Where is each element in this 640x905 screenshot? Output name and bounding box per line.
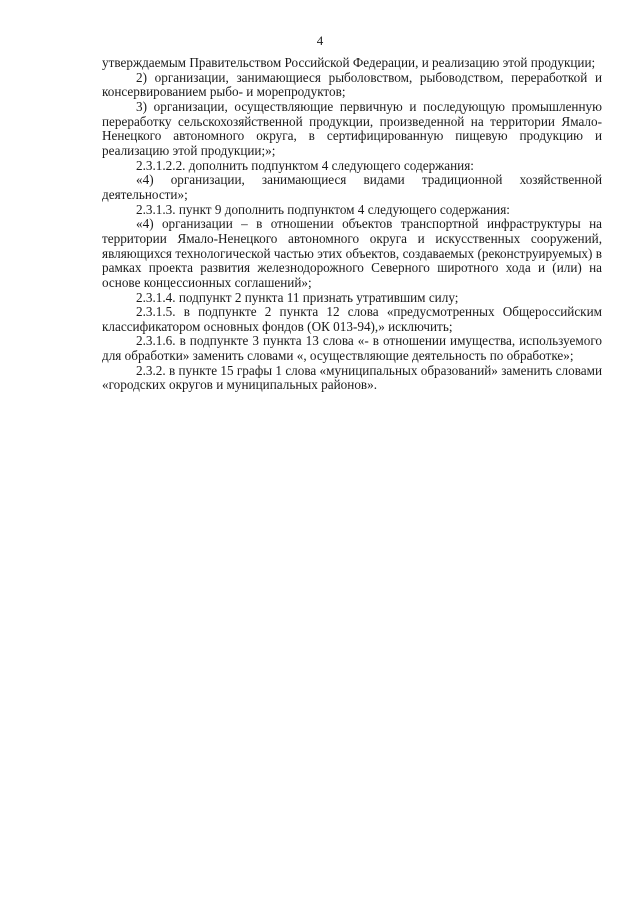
paragraph-2-3-1-5: 2.3.1.5. в подпункте 2 пункта 12 слова «предусмотренных Общероссийским классификатором основных фондов (ОК 013-94),» исключить;	[102, 304, 602, 334]
page-number: 4	[316, 33, 324, 48]
paragraph-item-3-processing: 3) организации, осуществляющие первичную и последующую промышленную переработку сельскохозяйственной продукции, произведенной на территории Ямало-Ненецкого автономного округа, в сертифицированную пищевую продукцию и реализацию этой продукции;»;	[102, 98, 602, 158]
paragraph-item-2-fisheries: 2) организации, занимающиеся рыболовством, рыбоводством, переработкой и консервированием рыбо- и морепродуктов;	[102, 69, 602, 100]
paragraph-quote-item-4-transport: «4) организации – в отношении объектов транспортной инфраструктуры на территории Ямало-Ненецкого автономного округа и искусственных сооружений, являющихся технологической частью этих объектов, создаваемых (реконструируемых) в рамках проекта развития железнодорожного Северного широтного хода и (или) на основе концессионных соглашений»;	[102, 216, 602, 290]
paragraph-2-3-1-4: 2.3.1.4. подпункт 2 пункта 11 признать утратившим силу;	[136, 289, 459, 305]
paragraph-2-3-1-2-2: 2.3.1.2.2. дополнить подпунктом 4 следующего содержания:	[136, 157, 474, 173]
paragraph-2-3-1-6: 2.3.1.6. в подпункте 3 пункта 13 слова «- в отношении имущества, используемого для обработки» заменить словами «, осуществляющие деятельность по обработке»;	[102, 333, 602, 364]
paragraph-continuation: утверждаемым Правительством Российской Федерации, и реализацию этой продукции;	[102, 55, 596, 70]
paragraph-2-3-2: 2.3.2. в пункте 15 графы 1 слова «муниципальных образований» заменить словами «городских округов и муниципальных районов».	[102, 362, 602, 393]
document-body	[102, 56, 602, 393]
paragraph-2-3-1-3: 2.3.1.3. пункт 9 дополнить подпунктом 4 следующего содержания:	[136, 201, 510, 217]
paragraph-quote-item-4-traditional: «4) организации, занимающиеся видами традиционной хозяйственной деятельности»;	[102, 172, 602, 202]
